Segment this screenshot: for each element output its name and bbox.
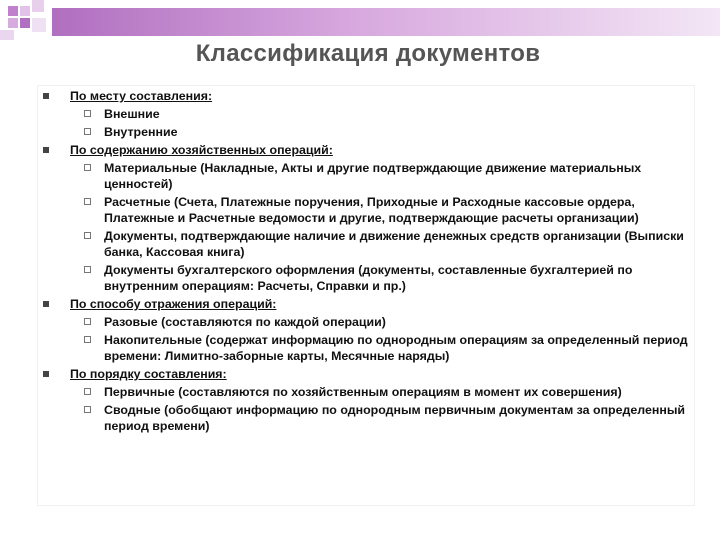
section-heading xyxy=(38,142,698,158)
list-item xyxy=(38,332,698,364)
list-item-text: Внешние xyxy=(104,107,160,121)
square-bullet-icon xyxy=(43,371,49,377)
deco-square xyxy=(32,0,44,12)
deco-square xyxy=(32,18,46,32)
square-bullet-icon xyxy=(43,147,49,153)
section-heading-text: По содержанию хозяйственных операций: xyxy=(70,143,333,157)
checkbox-bullet-icon xyxy=(84,266,91,273)
section-place xyxy=(38,88,698,140)
square-bullet-icon xyxy=(43,93,49,99)
section-heading xyxy=(38,88,698,104)
list-item-text: Разовые (составляются по каждой операции) xyxy=(104,315,386,329)
section-heading-text: По месту составления: xyxy=(70,89,213,103)
list-item-text: Первичные (составляются по хозяйственным операциям в момент их совершения) xyxy=(104,385,622,399)
section-method xyxy=(38,296,698,364)
list-item xyxy=(38,384,698,400)
deco-square xyxy=(20,18,30,28)
list-item xyxy=(38,194,698,226)
checkbox-bullet-icon xyxy=(84,336,91,343)
list-item-text: Документы бухгалтерского оформления (документы, составленные бухгалтерией по внутренним операциям: Расчеты, Справки и пр.) xyxy=(104,263,633,293)
list-item xyxy=(38,160,698,192)
checkbox-bullet-icon xyxy=(84,128,91,135)
list-item-text: Документы, подтверждающие наличие и движение денежных средств организации (Выписки банка, Кассовая книга) xyxy=(104,229,684,259)
list-item-text: Внутренние xyxy=(104,125,178,139)
checkbox-bullet-icon xyxy=(84,232,91,239)
deco-square xyxy=(20,6,30,16)
section-heading-text: По способу отражения операций: xyxy=(70,297,277,311)
section-order xyxy=(38,366,698,434)
header-gradient-bar xyxy=(52,8,720,36)
checkbox-bullet-icon xyxy=(84,388,91,395)
square-bullet-icon xyxy=(43,301,49,307)
checkbox-bullet-icon xyxy=(84,110,91,117)
deco-square xyxy=(8,18,18,28)
section-heading-text: По порядку составления: xyxy=(70,367,227,381)
section-content xyxy=(38,142,698,294)
slide-title: Классификация документов xyxy=(195,40,541,67)
checkbox-bullet-icon xyxy=(84,318,91,325)
deco-square xyxy=(0,30,14,40)
deco-square xyxy=(8,6,18,16)
checkbox-bullet-icon xyxy=(84,198,91,205)
list-item xyxy=(38,124,698,140)
list-item xyxy=(38,228,698,260)
classification-list xyxy=(38,86,698,434)
list-item-text: Расчетные (Счета, Платежные поручения, Приходные и Расходные кассовые ордера, Платежные и Расчетные ведомости и другие, подтверждающие расчеты организации) xyxy=(104,195,639,225)
list-item xyxy=(38,314,698,330)
checkbox-bullet-icon xyxy=(84,406,91,413)
section-heading xyxy=(38,366,698,382)
checkbox-bullet-icon xyxy=(84,164,91,171)
list-item xyxy=(38,262,698,294)
list-item-text: Накопительные (содержат информацию по однородным операциям за определенный период времени: Лимитно-заборные карты, Месячные наряды) xyxy=(104,333,688,363)
list-item-text: Материальные (Накладные, Акты и другие подтверждающие движение материальных ценностей) xyxy=(104,161,642,191)
list-item xyxy=(38,402,698,434)
list-item-text: Сводные (обобщают информацию по однородным первичным документам за определенный период времени) xyxy=(104,403,686,433)
list-item xyxy=(38,106,698,122)
section-heading xyxy=(38,296,698,312)
